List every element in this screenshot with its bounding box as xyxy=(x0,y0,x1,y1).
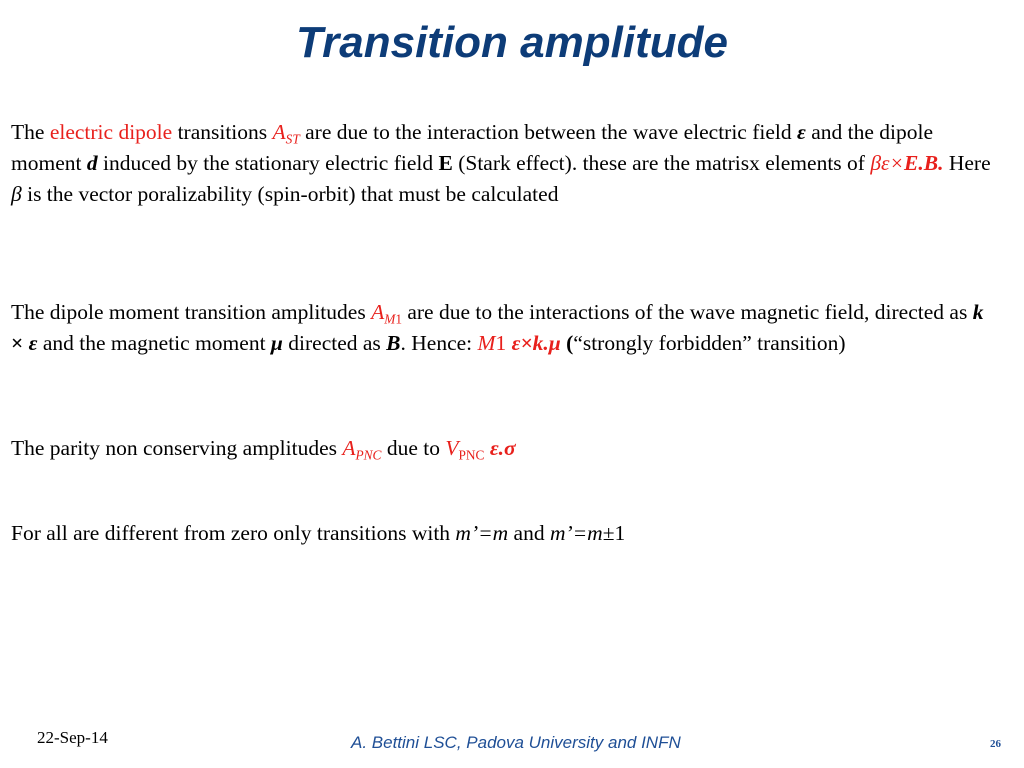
highlight-electric-dipole: electric dipole xyxy=(49,120,173,144)
symbol-eps-dot-sigma: ε.σ xyxy=(489,436,516,460)
symbol-m: M xyxy=(477,331,496,355)
symbol-one: 1 xyxy=(495,331,507,355)
symbol-d: d xyxy=(86,151,98,175)
paragraph-magnetic-dipole xyxy=(11,297,1001,359)
text: transitions xyxy=(172,120,273,144)
symbol-paren: ( xyxy=(560,331,574,355)
footer-date: 22-Sep-14 xyxy=(37,728,108,747)
symbol-times: × xyxy=(11,331,29,355)
subscript: ST xyxy=(285,131,300,147)
symbol-a-st xyxy=(272,120,300,147)
symbol-letter: V xyxy=(445,436,459,460)
text: and xyxy=(508,521,550,545)
text: are due to the interactions of the wave magnetic field, directed as xyxy=(401,300,973,324)
text: are due to the interaction between the wave electric field xyxy=(299,120,797,144)
symbol-beta-eps-cross: βε× xyxy=(870,151,905,175)
page-number: 26 xyxy=(990,738,1001,750)
text: Here xyxy=(943,151,991,175)
text: and the magnetic moment xyxy=(37,331,271,355)
symbol-e-field: E xyxy=(438,151,453,175)
symbol-mu: μ xyxy=(270,331,283,355)
text: The dipole moment transition amplitudes xyxy=(11,300,372,324)
symbol-m-prime-eq-m: m’=m xyxy=(549,521,603,545)
text: The parity non conserving amplitudes xyxy=(11,436,343,460)
subscript: PNC xyxy=(355,447,382,463)
text: The xyxy=(11,120,50,144)
text: (Stark effect). these are the matrisx elements of xyxy=(452,151,871,175)
symbol-eps-cross-k-mu: ε×k.μ xyxy=(511,331,561,355)
text: “strongly forbidden” transition) xyxy=(573,331,846,355)
symbol-epsilon: ε xyxy=(28,331,38,355)
subscript xyxy=(384,312,402,327)
symbol-letter: A xyxy=(342,436,356,460)
text: For all are different from zero only transitions with xyxy=(11,521,456,545)
symbol-k: k xyxy=(972,300,984,324)
text: directed as xyxy=(282,331,387,355)
symbol-a-pnc xyxy=(342,436,382,463)
symbol-letter: A xyxy=(371,300,385,324)
symbol-b: B xyxy=(386,331,401,355)
text: . Hence: xyxy=(400,331,478,355)
slide-title: Transition amplitude xyxy=(296,18,728,67)
symbol-letter: A xyxy=(272,120,286,144)
symbol-v-pnc xyxy=(445,436,485,463)
symbol-epsilon: ε xyxy=(797,120,806,144)
text: is the vector poralizability (spin-orbit) that must be calculated xyxy=(21,182,559,206)
text: due to xyxy=(381,436,446,460)
symbol-m-prime-eq-m: m’=m xyxy=(455,521,509,545)
subscript-m: M xyxy=(384,311,396,327)
symbol-a-m1 xyxy=(371,300,402,327)
subscript: PNC xyxy=(458,447,485,463)
subscript-1: 1 xyxy=(395,311,402,327)
paragraph-selection-rules xyxy=(11,518,1001,549)
text: induced by the stationary electric field xyxy=(97,151,439,175)
footer-author: A. Bettini LSC, Padova University and INFN xyxy=(351,733,681,752)
symbol-beta: β xyxy=(11,182,22,206)
symbol-e-b: E.B. xyxy=(904,151,944,175)
text: ±1 xyxy=(602,521,626,545)
paragraph-parity xyxy=(11,433,1001,464)
paragraph-electric-dipole xyxy=(11,117,1001,210)
text: and the dipole moment xyxy=(11,120,934,175)
